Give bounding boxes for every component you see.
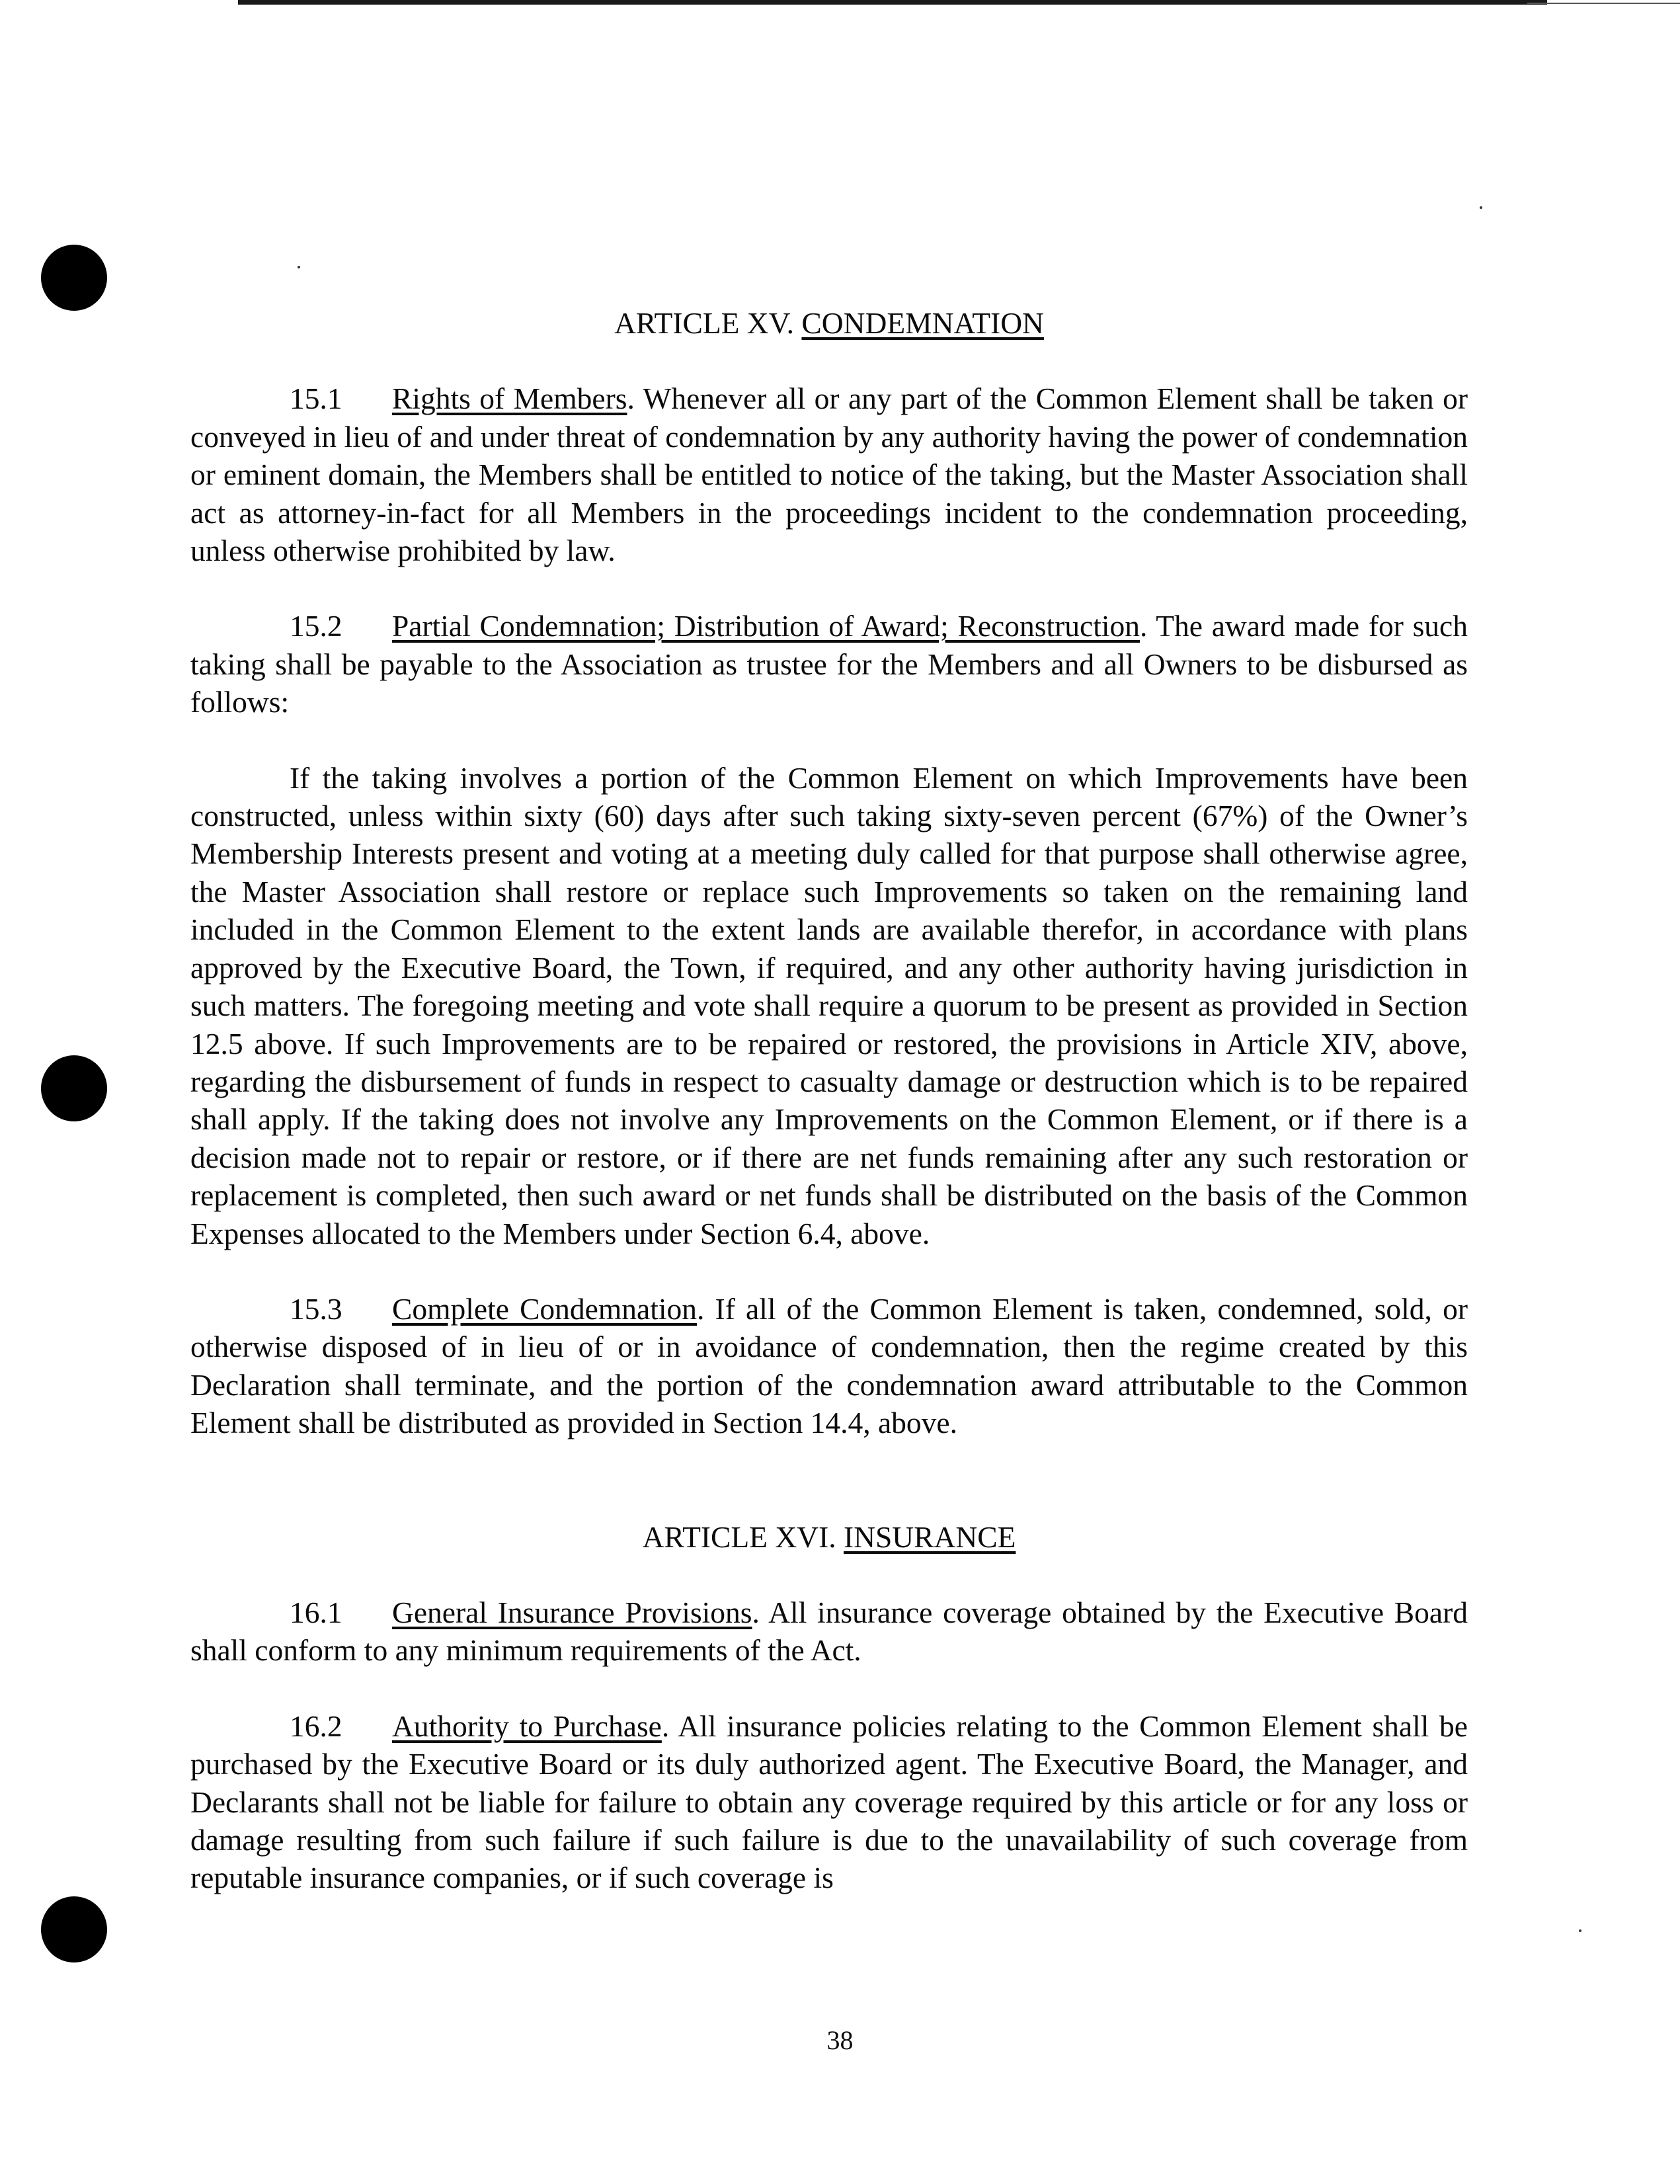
article-number: ARTICLE XV. bbox=[614, 306, 795, 340]
section-number: 15.3 bbox=[290, 1291, 342, 1326]
binder-hole-middle bbox=[41, 1055, 107, 1121]
article-title: CONDEMNATION bbox=[801, 306, 1044, 340]
article-heading bbox=[190, 1518, 1468, 1556]
scan-edge-line-faint bbox=[1527, 3, 1680, 4]
article-heading bbox=[190, 304, 1468, 342]
sub-paragraph: If the taking involves a portion of the Common Element on which Improvements have been constructed, unless within sixty (60) days after such taking sixty-seven percent (67%) of the Owner’s Membership Interests present and voting at a meeting duly called for that purpose shall otherwise agree, the Master Association shall restore or replace such Improvements so taken on the remaining land included in the Common Element to the extent lands are available therefor, in accordance with plans approved by the Executive Board, the Town, if required, and any other authority having jurisdiction in such matters. The foregoing meeting and vote shall require a quorum to be present as provided in Section 12.5 above. If such Improvements are to be repaired or restored, the provisions in Article XIV, above, regarding the disbursement of funds in respect to casualty damage or destruction which is to be repaired shall apply. If the taking does not involve any Improvements on the Common Element, or if there is a decision made not to repair or restore, or if there are net funds remaining after any such restoration or replacement is completed, then such award or net funds shall be distributed on the basis of the Common Expenses allocated to the Members under Section 6.4, above. bbox=[190, 760, 1468, 1250]
scan-speck bbox=[1579, 1929, 1581, 1932]
section-text: . All insurance coverage obtained by the Executive Board shall conform to any minimum requirements of the Act. bbox=[190, 1595, 1468, 1668]
scan-speck bbox=[1480, 206, 1482, 209]
section-paragraph bbox=[190, 1594, 1468, 1670]
section-title: Complete Condemnation bbox=[392, 1291, 697, 1326]
scan-speck bbox=[298, 266, 300, 268]
binder-hole-top bbox=[41, 245, 107, 311]
article-number: ARTICLE XVI. bbox=[642, 1519, 836, 1554]
scan-edge-line bbox=[238, 0, 1547, 5]
page-number: 38 bbox=[826, 2025, 854, 2055]
section-number: 16.1 bbox=[290, 1595, 342, 1629]
section-number: 15.1 bbox=[290, 382, 342, 416]
article-title: INSURANCE bbox=[843, 1519, 1016, 1554]
section-number: 15.2 bbox=[290, 609, 342, 643]
section-paragraph bbox=[190, 380, 1468, 569]
section-paragraph bbox=[190, 607, 1468, 721]
section-title: Rights of Members bbox=[392, 382, 627, 416]
section-title: Authority to Purchase bbox=[392, 1709, 662, 1743]
section-text: . All insurance policies relating to the Common Element shall be purchased by the Executive Board or its duly authorized agent. The Executive Board, the Manager, and Declarants shall not be liable for failure to obtain any coverage required by this article or for any loss or damage resulting from such failure if such failure is due to the unavailability of such coverage from reputable insurance companies, or if such coverage is bbox=[190, 1709, 1468, 1895]
section-text: . If all of the Common Element is taken, condemned, sold, or otherwise disposed of in lieu of or in avoidance of condemnation, then the regime created by this Declaration shall terminate, and the portion of the condemnation award attributable to the Common Element shall be distributed as provided in Section 14.4, above. bbox=[190, 1291, 1468, 1440]
binder-hole-bottom bbox=[41, 1896, 107, 1962]
section-title: Partial Condemnation; Distribution of Award; Reconstruction bbox=[392, 609, 1140, 643]
section-text: . Whenever all or any part of the Common Element shall be taken or conveyed in lieu of and under threat of condemnation by any authority having the power of condemnation or eminent domain, the Members shall be entitled to notice of the taking, but the Master Association shall act as attorney-in-fact for all Members in the proceedings incident to the condemnation proceeding, unless otherwise prohibited by law. bbox=[190, 382, 1468, 568]
section-title: General Insurance Provisions bbox=[392, 1595, 752, 1629]
document-body bbox=[190, 304, 1468, 1897]
section-paragraph bbox=[190, 1290, 1468, 1442]
section-number: 16.2 bbox=[290, 1709, 342, 1743]
section-text: . The award made for such taking shall be payable to the Association as trustee for the Members and all Owners to be disbursed as follows: bbox=[190, 609, 1468, 719]
section-paragraph bbox=[190, 1707, 1468, 1897]
